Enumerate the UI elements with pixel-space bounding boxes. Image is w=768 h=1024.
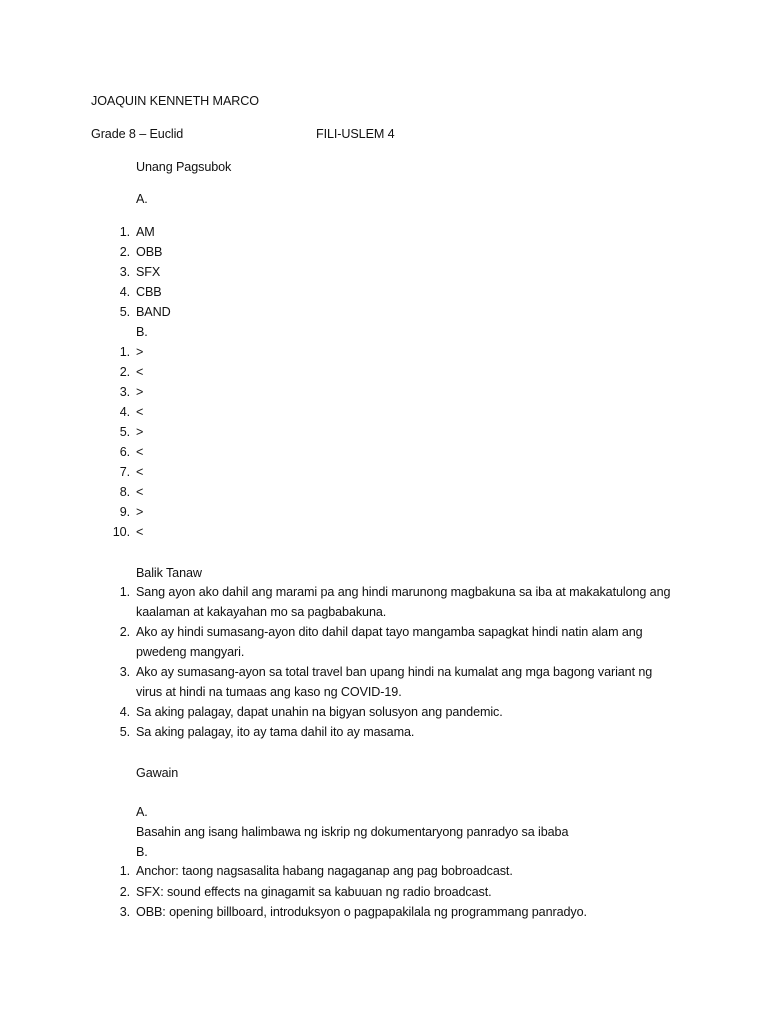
list-item-number: 3. [119, 665, 130, 679]
list-item-number: 5. [119, 425, 130, 439]
gawain-part-a-label: A. [136, 805, 148, 819]
grade-section: Grade 8 – Euclid [91, 127, 184, 141]
list-item-number: 4. [119, 405, 130, 419]
list-item-number: 3. [119, 385, 130, 399]
list-item-number: 10. [112, 525, 130, 539]
list-item-line: Sa aking palagay, dapat unahin na bigyan solusyon ang pandemic. [136, 705, 503, 719]
list-item-line: pwedeng mangyari. [136, 645, 245, 659]
list-item: BAND [136, 305, 171, 319]
list-item-number: 6. [119, 445, 130, 459]
list-item-number: 2. [119, 245, 130, 259]
section-title-balik-tanaw: Balik Tanaw [136, 566, 202, 580]
list-item-line: virus at hindi na tumaas ang kaso ng COVID-19. [136, 685, 402, 699]
list-item-number: 9. [119, 505, 130, 519]
list-item: > [136, 345, 144, 359]
section-title-gawain: Gawain [136, 766, 179, 780]
list-item: CBB [136, 285, 162, 299]
list-item: < [136, 485, 144, 499]
list-item-number: 3. [119, 265, 130, 279]
list-item-number: 1. [119, 345, 130, 359]
list-item: OBB [136, 245, 163, 259]
list-item: > [136, 425, 144, 439]
list-item-number: 4. [119, 705, 130, 719]
subject-code: FILI-USLEM 4 [316, 127, 395, 141]
section-title-unang-pagsubok: Unang Pagsubok [136, 160, 232, 174]
student-name: JOAQUIN KENNETH MARCO [91, 94, 259, 108]
list-item-number: 1. [119, 864, 130, 878]
list-item: SFX: sound effects na ginagamit sa kabuuan ng radio broadcast. [136, 885, 492, 899]
gawain-part-a-instruction: Basahin ang isang halimbawa ng iskrip ng dokumentaryong panradyo sa ibaba [136, 825, 569, 839]
part-a-label: A. [136, 192, 148, 206]
part-b-label: B. [136, 325, 148, 339]
list-item: < [136, 525, 144, 539]
list-item-number: 2. [119, 365, 130, 379]
list-item-number: 1. [119, 225, 130, 239]
list-item: SFX [136, 265, 161, 279]
list-item-number: 7. [119, 465, 130, 479]
list-item: < [136, 405, 144, 419]
list-item-line: kaalaman at kakayahan mo sa pagbabakuna. [136, 605, 387, 619]
list-item: Anchor: taong nagsasalita habang nagaganap ang pag bobroadcast. [136, 864, 513, 878]
list-item-number: 4. [119, 285, 130, 299]
list-item-number: 8. [119, 485, 130, 499]
list-item-line: Ako ay sumasang-ayon sa total travel ban upang hindi na kumalat ang mga bagong variant ng [136, 665, 653, 679]
list-item: AM [136, 225, 155, 239]
list-item: > [136, 505, 144, 519]
list-item-number: 2. [119, 625, 130, 639]
list-item-line: Ako ay hindi sumasang-ayon dito dahil dapat tayo mangamba sapagkat hindi natin alam ang [136, 625, 643, 639]
list-item: < [136, 365, 144, 379]
list-item-number: 2. [119, 885, 130, 899]
list-item-number: 5. [119, 305, 130, 319]
list-item: < [136, 465, 144, 479]
list-item-line: Sang ayon ako dahil ang marami pa ang hindi marunong magbakuna sa iba at makakatulong ang [136, 585, 671, 599]
list-item-line: Sa aking palagay, ito ay tama dahil ito ay masama. [136, 725, 415, 739]
list-item-number: 3. [119, 905, 130, 919]
list-item: > [136, 385, 144, 399]
list-item: OBB: opening billboard, introduksyon o pagpapakilala ng programmang panradyo. [136, 905, 587, 919]
list-item: < [136, 445, 144, 459]
list-item-number: 1. [119, 585, 130, 599]
list-item-number: 5. [119, 725, 130, 739]
gawain-part-b-label: B. [136, 845, 148, 859]
